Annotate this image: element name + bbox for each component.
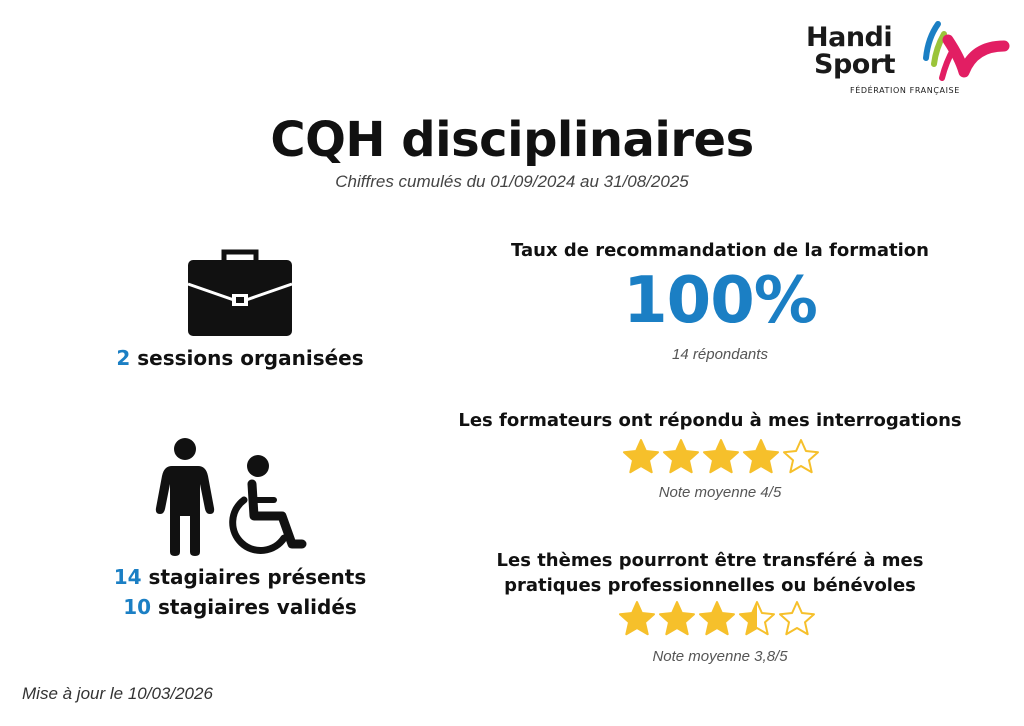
- star-empty-icon: [782, 438, 820, 474]
- star-full-icon: [742, 438, 780, 474]
- star-full-icon: [622, 438, 660, 474]
- themes-title: [440, 548, 980, 598]
- themes-title-line2: pratiques professionnelles ou bénévoles: [504, 575, 916, 596]
- update-date: Mise à jour le 10/03/2026: [22, 684, 213, 703]
- wheelchair-icon: [222, 454, 308, 558]
- star-full-icon: [658, 600, 696, 636]
- logo-mark-icon: [920, 18, 1010, 88]
- formateurs-rating: [622, 438, 820, 474]
- logo-subtitle: FÉDÉRATION FRANÇAISE: [850, 86, 960, 95]
- star-half-icon: [738, 600, 776, 636]
- themes-title-line1: Les thèmes pourront être transféré à mes: [496, 550, 924, 571]
- themes-rating: [618, 600, 816, 636]
- star-full-icon: [698, 600, 736, 636]
- star-full-icon: [618, 600, 656, 636]
- star-empty-icon: [778, 600, 816, 636]
- star-full-icon: [662, 438, 700, 474]
- person-icon: [150, 436, 220, 556]
- briefcase-icon: [186, 248, 294, 336]
- stagiaires-stat: [90, 562, 390, 622]
- valid-count: 10: [123, 595, 152, 619]
- valid-label: stagiaires validés: [158, 595, 357, 619]
- page-title: CQH disciplinaires: [270, 112, 754, 168]
- logo-line2: Sport: [814, 49, 896, 80]
- present-count: 14: [113, 565, 142, 589]
- page-subtitle: Chiffres cumulés du 01/09/2024 au 31/08/2025: [335, 172, 689, 191]
- handisport-logo: [800, 18, 1010, 98]
- themes-note: Note moyenne 3,8/5: [652, 648, 788, 665]
- formateurs-title: Les formateurs ont répondu à mes interrogations: [458, 410, 962, 431]
- star-full-icon: [702, 438, 740, 474]
- sessions-stat: [90, 346, 390, 370]
- present-label: stagiaires présents: [148, 565, 367, 589]
- recommendation-value: 100%: [623, 264, 817, 338]
- logo-line1: Handi: [806, 22, 893, 53]
- sessions-count: 2: [116, 346, 131, 370]
- formateurs-note: Note moyenne 4/5: [658, 484, 782, 501]
- sessions-label: sessions organisées: [137, 346, 364, 370]
- recommendation-title: Taux de recommandation de la formation: [511, 240, 929, 261]
- recommendation-note: 14 répondants: [672, 346, 768, 363]
